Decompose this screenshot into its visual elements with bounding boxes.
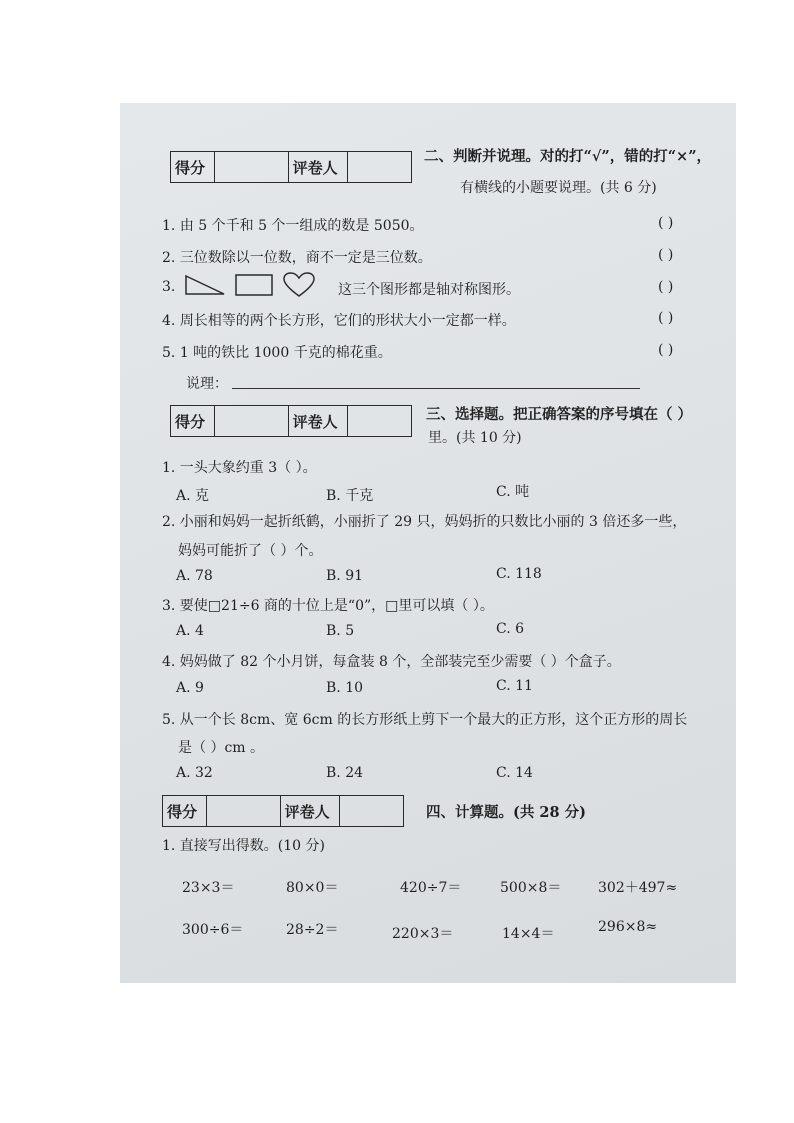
answer-paren-2[interactable]: ( ) (658, 247, 674, 263)
explain-answer-line[interactable] (232, 388, 640, 389)
choice-question-4: 4. 妈妈做了 82 个小月饼，每盒装 8 个，全部装完至少需要（ ）个盒子。 (162, 654, 621, 670)
score-label: 得分 (163, 796, 207, 827)
grader-blank[interactable] (339, 796, 403, 827)
choice-question-3: 3. 要使□21÷6 商的十位上是“0”，□里可以填（ ）。 (162, 598, 494, 614)
score-blank[interactable] (206, 796, 280, 827)
choice-question-1: 1. 一头大象约重 3（ ）。 (162, 460, 317, 476)
section4-title: 四、计算题。(共 28 分) (426, 804, 586, 821)
calc-item: 80×0＝ (286, 880, 339, 896)
choice-question-5-line1: 5. 从一个长 8cm、宽 6cm 的长方形纸上剪下一个最大的正方形，这个正方形的周长 (162, 712, 688, 728)
item-number: 1. (162, 218, 176, 234)
section2-title-line2: 有横线的小题要说理。(共 6 分) (460, 180, 657, 196)
judge-item-3-text: 这三个图形都是轴对称图形。 (338, 282, 520, 298)
explain-label: 说理： (186, 376, 228, 392)
item-number: 5. (162, 345, 176, 361)
calc-item: 302＋497≈ (598, 880, 678, 896)
option-a[interactable]: A. 9 (176, 680, 204, 696)
item-text: 1 吨的铁比 1000 千克的棉花重。 (179, 345, 392, 361)
judge-item-2 (162, 247, 432, 267)
item-text: 三位数除以一位数，商不一定是三位数。 (179, 250, 432, 266)
section4-sub1: 1. 直接写出得数。(10 分) (162, 838, 325, 854)
option-c[interactable]: C. 6 (496, 621, 525, 637)
item-text: 周长相等的两个长方形，它们的形状大小一定都一样。 (179, 313, 516, 329)
answer-paren-3[interactable]: ( ) (658, 279, 674, 295)
calc-item: 300÷6＝ (182, 922, 244, 938)
answer-paren-1[interactable]: ( ) (658, 215, 674, 231)
answer-paren-5[interactable]: ( ) (658, 342, 674, 358)
heart-icon (282, 271, 316, 299)
judge-item-1 (162, 215, 424, 235)
item-number: 4. (162, 313, 176, 329)
calc-item: 420÷7＝ (400, 880, 462, 896)
item-text: 由 5 个千和 5 个一组成的数是 5050。 (179, 218, 424, 234)
judge-item-5 (162, 342, 392, 362)
grader-label: 评卷人 (280, 796, 339, 827)
score-box (170, 405, 412, 437)
option-a[interactable]: A. 32 (176, 765, 213, 781)
calc-item: 28÷2＝ (286, 922, 339, 938)
choice-question-5-line2: 是（ ）cm 。 (178, 740, 265, 756)
grader-blank[interactable] (347, 406, 411, 437)
score-label: 得分 (171, 406, 215, 437)
judge-item-4 (162, 310, 516, 330)
calc-item: 23×3＝ (182, 880, 235, 896)
option-b[interactable]: B. 千克 (326, 488, 374, 504)
grader-label: 评卷人 (288, 406, 347, 437)
score-blank[interactable] (214, 406, 288, 437)
score-label: 得分 (171, 152, 215, 183)
choice-question-2-line2: 妈妈可能折了（ ）个。 (178, 543, 323, 559)
option-c[interactable]: C. 14 (496, 765, 533, 781)
option-c[interactable]: C. 11 (496, 678, 533, 694)
exam-paper (120, 103, 736, 983)
calc-item: 500×8＝ (500, 880, 562, 896)
judge-item-3-number: 3. (162, 279, 176, 295)
answer-paren-4[interactable]: ( ) (658, 310, 674, 326)
score-box (170, 151, 412, 183)
grader-label: 评卷人 (288, 152, 347, 183)
option-a[interactable]: A. 78 (176, 568, 213, 584)
option-b[interactable]: B. 91 (326, 568, 364, 584)
item-number: 2. (162, 250, 176, 266)
choice-question-2-line1: 2. 小丽和妈妈一起折纸鹤，小丽折了 29 只，妈妈折的只数比小丽的 3 倍还多一些， (162, 514, 687, 530)
section3-title-line1: 三、选择题。把正确答案的序号填在（ ） (426, 406, 693, 423)
option-b[interactable]: B. 24 (326, 765, 364, 781)
option-c[interactable]: C. 吨 (496, 484, 530, 500)
calc-item: 14×4＝ (502, 926, 555, 942)
right-triangle-icon (184, 273, 226, 297)
calc-item: 220×3＝ (392, 926, 454, 942)
option-c[interactable]: C. 118 (496, 566, 542, 582)
rectangle-icon (234, 273, 274, 297)
option-a[interactable]: A. 克 (176, 488, 210, 504)
section3-title-line2: 里。(共 10 分) (428, 430, 522, 446)
section2-title-line1: 二、判断并说理。对的打“√”，错的打“×”， (424, 148, 712, 165)
grader-blank[interactable] (347, 152, 411, 183)
score-blank[interactable] (214, 152, 288, 183)
calc-item: 296×8≈ (598, 919, 658, 935)
option-b[interactable]: B. 10 (326, 680, 364, 696)
option-b[interactable]: B. 5 (326, 623, 355, 639)
score-box (162, 795, 404, 827)
option-a[interactable]: A. 4 (176, 623, 204, 639)
